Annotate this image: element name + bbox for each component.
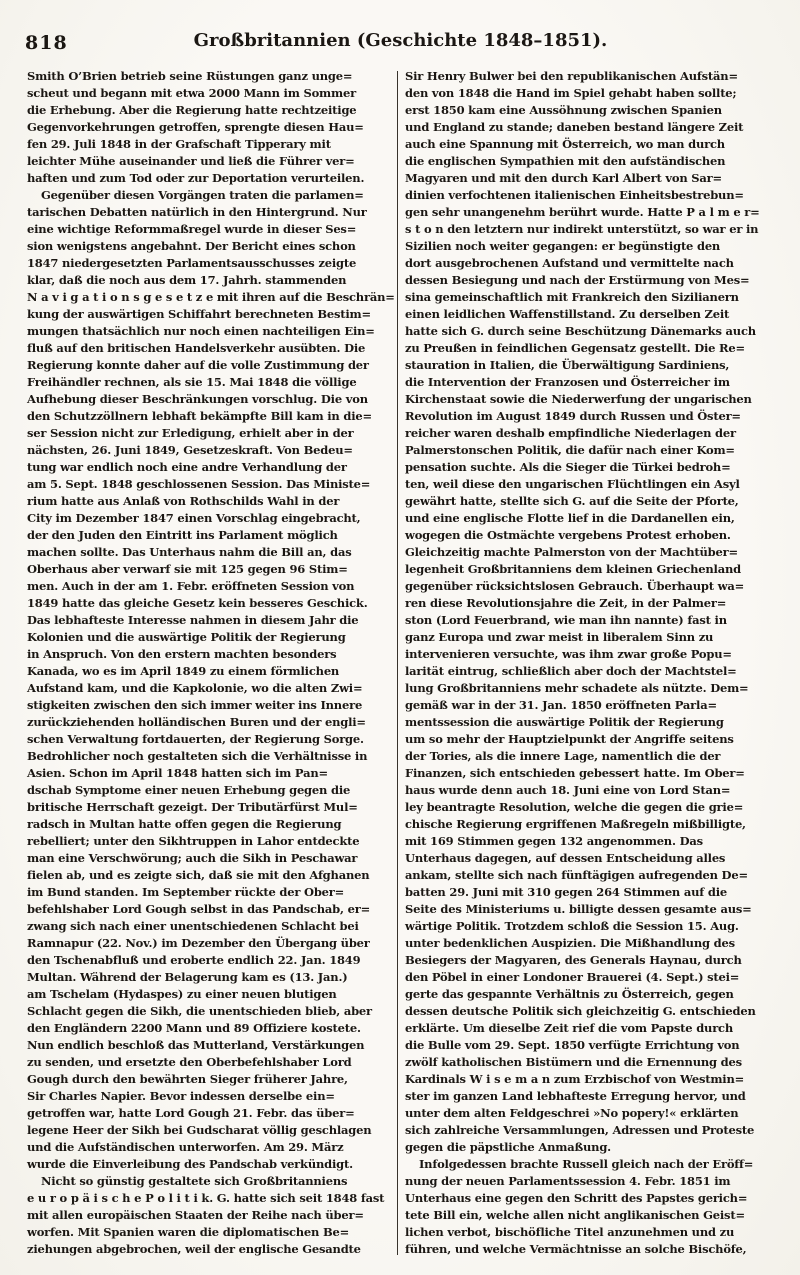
text-line: den Engländern 2200 Mann und 89 Offiziere kostete. xyxy=(27,1021,361,1035)
text-line: Oberhaus aber verwarf sie mit 125 gegen 96 Stim= xyxy=(27,562,348,576)
text-line: gerte das gespannte Verhältnis zu Österreich, gegen xyxy=(405,987,734,1001)
text-line: ganz Europa und zwar meist in liberalem Sinn zu xyxy=(405,630,714,644)
text-line: ren diese Revolutionsjahre die Zeit, in der Palmer= xyxy=(405,596,727,610)
text-line: erklärte. Um dieselbe Zeit rief die vom Papste durch xyxy=(405,1021,734,1035)
text-line: Asien. Schon im April 1848 hatten sich im Pan= xyxy=(27,766,328,780)
text-line: City im Dezember 1847 einen Vorschlag eingebracht, xyxy=(27,511,361,525)
text-line: batten 29. Juni mit 310 gegen 264 Stimmen auf die xyxy=(405,885,727,899)
text-line: zwang sich nach einer unentschiedenen Schlacht bei xyxy=(27,919,359,933)
text-line: britische Herrschaft gezeigt. Der Tributärfürst Mul= xyxy=(27,800,358,814)
text-line: befehlshaber Lord Gough selbst in das Pandschab, er= xyxy=(27,902,371,916)
text-line: um so mehr der Hauptzielpunkt der Angriffe seitens xyxy=(405,732,734,746)
text-line: Kirchenstaat sowie die Niederwerfung der ungarischen xyxy=(405,392,752,406)
text-line: men. Auch in der am 1. Febr. eröffneten Session von xyxy=(27,579,355,593)
text-line: ser Session nicht zur Erledigung, erhielt aber in der xyxy=(27,426,354,440)
text-line: gegen die päpstliche Anmaßung. xyxy=(405,1140,611,1154)
text-line: lichen verbot, bischöfliche Titel anzunehmen und zu xyxy=(405,1225,735,1239)
right-column xyxy=(405,68,777,1258)
text-line: in Anspruch. Von den erstern machten besonders xyxy=(27,647,337,661)
text-line: rium hatte aus Anlaß von Rothschilds Wahl in der xyxy=(27,494,340,508)
text-line: getroffen war, hatte Lord Gough 21. Febr. das über= xyxy=(27,1106,355,1120)
text-line: gewährt hatte, stellte sich G. auf die Seite der Pforte, xyxy=(405,494,739,508)
text-line: pensation suchte. Als die Sieger die Türkei bedroh= xyxy=(405,460,731,474)
text-line: den Pöbel in einer Londoner Brauerei (4. Sept.) stei= xyxy=(405,970,740,984)
text-line: mit allen europäischen Staaten der Reihe nach über= xyxy=(27,1208,364,1222)
text-line: radsch in Multan hatte offen gegen die Regierung xyxy=(27,817,342,831)
text-line: mentssession die auswärtige Politik der Regierung xyxy=(405,715,724,729)
text-line: Palmerstonschen Politik, die dafür nach einer Kom= xyxy=(405,443,735,457)
text-line: Revolution im August 1849 durch Russen und Öster= xyxy=(405,409,741,423)
text-line: Unterhaus eine gegen den Schritt des Papstes gerich= xyxy=(405,1191,748,1205)
text-line: führen, und welche Vermächtnisse an solche Bischöfe, xyxy=(405,1242,747,1256)
text-line: gen sehr unangenehm berührt wurde. Hatte P a l m e r= xyxy=(405,205,760,219)
text-line: zurückziehenden holländischen Buren und der engli= xyxy=(27,715,366,729)
text-line: Kanada, wo es im April 1849 zu einem förmlichen xyxy=(27,664,340,678)
text-line: dort ausgebrochenen Aufstand und vermittelte nach xyxy=(405,256,734,270)
text-line: Das lebhafteste Interesse nahmen in diesem Jahr die xyxy=(27,613,359,627)
text-line: Ramnapur (22. Nov.) im Dezember den Übergang über xyxy=(27,936,370,950)
text-line: Nicht so günstig gestaltete sich Großbritanniens xyxy=(41,1174,348,1188)
text-line: eine wichtige Reformmaßregel wurde in dieser Ses= xyxy=(27,222,357,236)
text-line: der Tories, als die innere Lage, namentlich die der xyxy=(405,749,721,763)
text-line: nächsten, 26. Juni 1849, Gesetzeskraft. Von Bedeu= xyxy=(27,443,353,457)
text-line: tarischen Debatten natürlich in den Hintergrund. Nur xyxy=(27,205,367,219)
text-line: Aufstand kam, und die Kapkolonie, wo die alten Zwi= xyxy=(27,681,363,695)
text-line: erst 1850 kam eine Aussöhnung zwischen Spanien xyxy=(405,103,722,117)
text-line: N a v i g a t i o n s g e s e t z e mit ihren auf die Beschrän= xyxy=(27,290,395,304)
text-line: sich zahlreiche Versammlungen, Adressen und Proteste xyxy=(405,1123,755,1137)
text-line: Regierung konnte daher auf die volle Zustimmung der xyxy=(27,358,369,372)
text-line: tete Bill ein, welche allen nicht anglikanischen Geist= xyxy=(405,1208,745,1222)
text-line: und England zu stande; daneben bestand längere Zeit xyxy=(405,120,744,134)
text-line: larität eintrug, schließlich aber doch der Machtstel= xyxy=(405,664,737,678)
text-line: fielen ab, und es zeigte sich, daß sie mit den Afghanen xyxy=(27,868,370,882)
text-line: ston (Lord Feuerbrand, wie man ihn nannte) fast in xyxy=(405,613,727,627)
text-line: Kardinals W i s e m a n zum Erzbischof von Westmin= xyxy=(405,1072,745,1086)
text-line: dessen deutsche Politik sich gleichzeitig G. entschieden xyxy=(405,1004,756,1018)
text-line: den von 1848 die Hand im Spiel gehabt haben sollte; xyxy=(405,86,737,100)
text-line: sion wenigstens angebahnt. Der Bericht eines schon xyxy=(27,239,356,253)
column-divider xyxy=(397,71,398,1255)
text-line: die englischen Sympathien mit den aufständischen xyxy=(405,154,726,168)
text-body xyxy=(27,68,777,1260)
text-line: haften und zum Tod oder zur Deportation verurteilen. xyxy=(27,171,365,185)
text-line: die Intervention der Franzosen und Österreicher im xyxy=(405,375,730,389)
text-line: die Erhebung. Aber die Regierung hatte rechtzeitige xyxy=(27,103,357,117)
text-line: einen leidlichen Waffenstillstand. Zu derselben Zeit xyxy=(405,307,730,321)
text-line: Bedrohlicher noch gestalteten sich die Verhältnisse in xyxy=(27,749,368,763)
text-line: worfen. Mit Spanien waren die diplomatischen Be= xyxy=(27,1225,350,1239)
text-line: den Tschenabfluß und eroberte endlich 22. Jan. 1849 xyxy=(27,953,361,967)
text-line: Kolonien und die auswärtige Politik der Regierung xyxy=(27,630,346,644)
text-line: gemäß war in der 31. Jan. 1850 eröffneten Parla= xyxy=(405,698,717,712)
text-line: nung der neuen Parlamentssession 4. Febr. 1851 im xyxy=(405,1174,731,1188)
text-line: am 5. Sept. 1848 geschlossenen Session. Das Ministe= xyxy=(27,477,371,491)
text-line: dschab Symptome einer neuen Erhebung gegen die xyxy=(27,783,351,797)
text-line: mungen thatsächlich nur noch einen nachteiligen Ein= xyxy=(27,324,375,338)
text-line: unter dem alten Feldgeschrei »No popery!« erklärten xyxy=(405,1106,739,1120)
text-line: s t o n den letztern nur indirekt unterstützt, so war er in xyxy=(405,222,759,236)
text-line: haus wurde denn auch 18. Juni eine von Lord Stan= xyxy=(405,783,731,797)
text-line: ster im ganzen Land lebhafteste Erregung hervor, und xyxy=(405,1089,746,1103)
text-line: machen sollte. Das Unterhaus nahm die Bill an, das xyxy=(27,545,352,559)
text-line: und eine englische Flotte lief in die Dardanellen ein, xyxy=(405,511,735,525)
text-line: Schlacht gegen die Sikh, die unentschieden blieb, aber xyxy=(27,1004,372,1018)
text-line: scheut und begann mit etwa 2000 Mann im Sommer xyxy=(27,86,356,100)
text-line: legenheit Großbritanniens dem kleinen Griechenland xyxy=(405,562,741,576)
text-line: Unterhaus dagegen, auf dessen Entscheidung alles xyxy=(405,851,726,865)
text-line: fen 29. Juli 1848 in der Grafschaft Tipperary mit xyxy=(27,137,331,151)
text-line: ziehungen abgebrochen, weil der englische Gesandte xyxy=(27,1242,361,1256)
text-line: stigkeiten zwischen den sich immer weiter ins Innere xyxy=(27,698,363,712)
page-number: 818 xyxy=(25,32,68,54)
text-line: Gegenvorkehrungen getroffen, sprengte diesen Hau= xyxy=(27,120,364,134)
text-line: dinien verfochtenen italienischen Einheitsbestrebun= xyxy=(405,188,744,202)
text-line: ten, weil diese den ungarischen Flüchtlingen ein Asyl xyxy=(405,477,740,491)
text-line: fluß auf den britischen Handelsverkehr ausübten. Die xyxy=(27,341,366,355)
text-line: Sizilien noch weiter gegangen: er begünstigte den xyxy=(405,239,721,253)
text-line: zu senden, und ersetzte den Oberbefehlshaber Lord xyxy=(27,1055,352,1069)
text-line: stauration in Italien, die Überwältigung Sardiniens, xyxy=(405,358,730,372)
text-line: mit 169 Stimmen gegen 132 angenommen. Das xyxy=(405,834,703,848)
text-line: zwölf katholischen Bistümern und die Ernennung des xyxy=(405,1055,742,1069)
text-line: Gegenüber diesen Vorgängen traten die parlamen= xyxy=(41,188,364,202)
text-line: chische Regierung ergriffenen Maßregeln mißbilligte, xyxy=(405,817,746,831)
text-line: ley beantragte Resolution, welche die gegen die grie= xyxy=(405,800,744,814)
text-line: 1849 hatte das gleiche Gesetz kein besseres Geschick. xyxy=(27,596,368,610)
text-line: Besiegers der Magyaren, des Generals Haynau, durch xyxy=(405,953,742,967)
text-line: den Schutzzöllnern lebhaft bekämpfte Bill kam in die= xyxy=(27,409,372,423)
text-line: unter bedenklichen Auspizien. Die Mißhandlung des xyxy=(405,936,735,950)
text-line: ankam, stellte sich nach fünftägigen aufregenden De= xyxy=(405,868,748,882)
text-line: Multan. Während der Belagerung kam es (13. Jan.) xyxy=(27,970,348,984)
text-line: Freihändler rechnen, als sie 15. Mai 1848 die völlige xyxy=(27,375,357,389)
text-line: Gleichzeitig machte Palmerston von der Machtüber= xyxy=(405,545,738,559)
text-line: wogegen die Ostmächte vergebens Protest erhoben. xyxy=(405,528,731,542)
text-line: gegenüber rücksichtslosen Gebrauch. Überhaupt wa= xyxy=(405,579,745,593)
text-line: Infolgedessen brachte Russell gleich nach der Eröff= xyxy=(419,1157,754,1171)
text-line: rebelliert; unter den Sikhtruppen in Lahor entdeckte xyxy=(27,834,360,848)
text-line: legene Heer der Sikh bei Gudscharat völlig geschlagen xyxy=(27,1123,372,1137)
text-line: und die Aufständischen unterworfen. Am 29. März xyxy=(27,1140,344,1154)
text-line: Smith O’Brien betrieb seine Rüstungen ganz unge= xyxy=(27,69,353,83)
text-line: im Bund standen. Im September rückte der Ober= xyxy=(27,885,345,899)
text-line: zu Preußen in feindlichen Gegensatz gestellt. Die Re= xyxy=(405,341,745,355)
text-line: am Tschelam (Hydaspes) zu einer neuen blutigen xyxy=(27,987,337,1001)
left-column xyxy=(27,68,395,1258)
text-line: dessen Besiegung und nach der Erstürmung von Mes= xyxy=(405,273,750,287)
page-title: Großbritannien (Geschichte 1848–1851). xyxy=(193,30,608,51)
text-line: schen Verwaltung fortdauerten, der Regierung Sorge. xyxy=(27,732,364,746)
text-line: Finanzen, sich entschieden gebessert hatte. Im Ober= xyxy=(405,766,745,780)
text-line: sina gemeinschaftlich mit Frankreich den Sizilianern xyxy=(405,290,739,304)
text-line: reicher waren deshalb empfindliche Niederlagen der xyxy=(405,426,736,440)
text-line: Magyaren und mit den durch Karl Albert von Sar= xyxy=(405,171,722,185)
text-line: Gough durch den bewährten Sieger früherer Jahre, xyxy=(27,1072,348,1086)
text-line: klar, daß die noch aus dem 17. Jahrh. stammenden xyxy=(27,273,347,287)
text-line: lung Großbritanniens mehr schadete als nützte. Dem= xyxy=(405,681,749,695)
text-line: Sir Henry Bulwer bei den republikanischen Aufstän= xyxy=(405,69,738,83)
page-header xyxy=(25,28,776,62)
text-line: tung war endlich noch eine andre Verhandlung der xyxy=(27,460,347,474)
text-line: die Bulle vom 29. Sept. 1850 verfügte Errichtung von xyxy=(405,1038,740,1052)
text-line: e u r o p ä i s c h e P o l i t i k. G. hatte sich seit 1848 fast xyxy=(27,1191,385,1205)
text-line: Sir Charles Napier. Bevor indessen derselbe ein= xyxy=(27,1089,335,1103)
text-line: kung der auswärtigen Schiffahrt berechneten Bestim= xyxy=(27,307,371,321)
text-line: Nun endlich beschloß das Mutterland, Verstärkungen xyxy=(27,1038,365,1052)
text-line: Aufhebung dieser Beschränkungen vorschlug. Die von xyxy=(27,392,368,406)
text-line: leichter Mühe auseinander und ließ die Führer ver= xyxy=(27,154,355,168)
text-line: wärtige Politik. Trotzdem schloß die Session 15. Aug. xyxy=(405,919,739,933)
text-line: intervenieren versuchte, was ihm zwar große Popu= xyxy=(405,647,732,661)
text-line: hatte sich G. durch seine Beschützung Dänemarks auch xyxy=(405,324,756,338)
text-line: der den Juden den Eintritt ins Parlament möglich xyxy=(27,528,338,542)
text-line: 1847 niedergesetzten Parlamentsausschusses zeigte xyxy=(27,256,357,270)
text-line: auch eine Spannung mit Österreich, wo man durch xyxy=(405,137,725,151)
text-line: Seite des Ministeriums u. billigte dessen gesamte aus= xyxy=(405,902,752,916)
text-line: wurde die Einverleibung des Pandschab verkündigt. xyxy=(27,1157,353,1171)
text-line: man eine Verschwörung; auch die Sikh in Peschawar xyxy=(27,851,358,865)
